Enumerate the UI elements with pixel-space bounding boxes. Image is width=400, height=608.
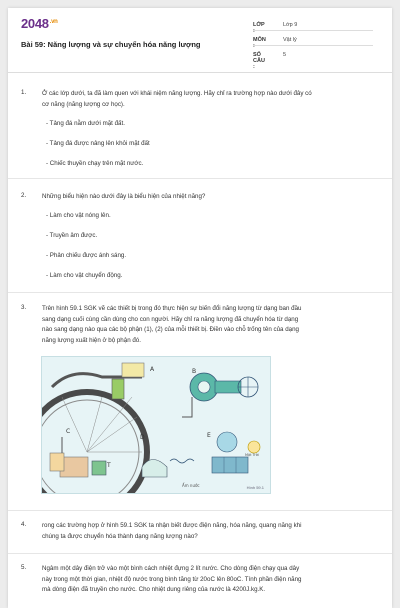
figure-label-c: C [66,428,71,435]
figure-label-b: B [192,368,197,375]
figure-annotation-panel: Mặt Trời [245,453,259,457]
option: - Tảng đá nằm dưới mặt đất. [46,120,125,127]
option: - Làm cho vật chuyển động. [46,272,123,279]
question-separator [8,510,392,511]
figure-label-d: D [140,434,145,441]
question-separator [8,292,392,293]
figure-59-1 [41,356,271,494]
question-separator [8,178,392,179]
worksheet: $2048^{.vn}$ Bài 59: Năng lượng và sự chuyển hóa năng lượng LỚP : Lớp 9 MÔN : Vật lý SỐ CÂU : 5 1. Ở các lớp dưới, ta đã làm quen với khái niệm năng lượng. Hãy chỉ ra trường hợp nào dưới đây có cơ năng (năng lượng cơ học). - Tảng đá nằm dưới mặt đất. - Tảng đá được nâng lên khỏi mặt đất - Chiếc thuyền chạy trên mặt nước. 2. Những biểu hiện nào dưới đây là biểu hiện của nhiệt năng? - Làm cho vật nóng lên. - Truyền âm được. - Phản chiếu được ánh sáng. - Làm cho vật chuyển động. 3. Trên hình 59.1 SGK vẽ các thiết bị trong đó thực hiện sự biến đổi năng lượng từ dạng ban đầu sang dạng cuối cùng cần dùng cho con người. Hãy chỉ ra năng lượng đã chuyển hóa từ dạng nào sang dạng nào qua các bộ phận (1), (2) của mỗi thiết bị. Điền vào chỗ trống tên của dạng năng lượng xuất hiện ở bộ phận đó. A B C D E T Ấm nước Mặt Trời Hình 59.1 4. rong các trường hợp ở hình 59.1 SGK ta nhận biết được điện năng, hóa năng, quang năng khi chúng ta được chuyển hóa thành dạng năng lượng nào? 5. Ngâm một dây điện trở vào một bình cách nhiệt đựng 2 lít nước. Cho dòng điện chạy qua dây này trong một thời gian, nhiệt độ nước trong bình tăng từ 20oC lên 80oC. Tính phần điện năng mà dòng điện đã truyền cho nước. Cho nhiệt dung riêng của nước là 4200J.kg.K. [8,8,392,608]
question-text: Ngâm một dây điện trở vào một bình cách nhiệt đựng 2 lít nước. Cho dòng điện chạy qua dây này trong một thời gian, nhiệt độ nước trong bình tăng từ 20oC lên 80oC. Tính phần điện năng mà dòng điện đã truyền cho nước. Cho nhiệt dung riêng của nước là 4200J.kg.K. [42,565,302,593]
figure-annotation-water: Ấm nước [182,483,200,488]
figure-caption: Hình 59.1 [246,485,264,490]
option: - Chiếc thuyền chạy trên mặt nước. [46,160,144,167]
kettle-icon [142,459,194,477]
option: - Phản chiếu được ánh sáng. [46,252,127,259]
header-divider [8,72,392,73]
figure-label-e: E [207,432,211,439]
turbine-icon [182,373,258,417]
option: - Truyền âm được. [46,232,98,239]
option: - Làm cho vật nóng lên. [46,212,111,219]
question-text: Trên hình 59.1 SGK vẽ các thiết bị trong đó thực hiện sự biến đổi năng lượng từ dạng ban đầu sang dạng cuối cùng cần dùng cho con người. Hãy chỉ ra năng lượng đã chuyển hóa từ dạng nào sang dạng nào qua các bộ phận (1), (2) của mỗi thiết bị. Điền vào chỗ trống tên của dạng năng lượng xuất hiện ở bộ phận đó. [42,305,302,344]
site-logo[interactable]: $2048^{.vn}$ [21,16,58,31]
figure-label-t: T [107,462,111,469]
figure-label-a: A [150,366,155,373]
question-text: Những biểu hiện nào dưới đây là biểu hiện của nhiệt năng? [42,193,206,200]
option: - Tảng đá được nâng lên khỏi mặt đất [46,140,150,147]
heater-icon [50,437,106,477]
question-text: Ở các lớp dưới, ta đã làm quen với khái niệm năng lượng. Hãy chỉ ra trường hợp nào dưới đây có cơ năng (năng lượng cơ học). [42,90,312,108]
lesson-title: Bài 59: Năng lượng và sự chuyển hóa năng lượng [21,40,201,49]
header: $2048^{.vn}$ Bài 59: Năng lượng và sự chuyển hóa năng lượng LỚP : Lớp 9 MÔN : Vật lý SỐ CÂU : 5 [8,8,392,72]
energy-devices-illustration [42,357,271,494]
question-text: rong các trường hợp ở hình 59.1 SGK ta nhận biết được điện năng, hóa năng, quang năng khi chúng ta được chuyển hóa thành dạng năng lượng nào? [42,522,302,540]
question-separator [8,553,392,554]
